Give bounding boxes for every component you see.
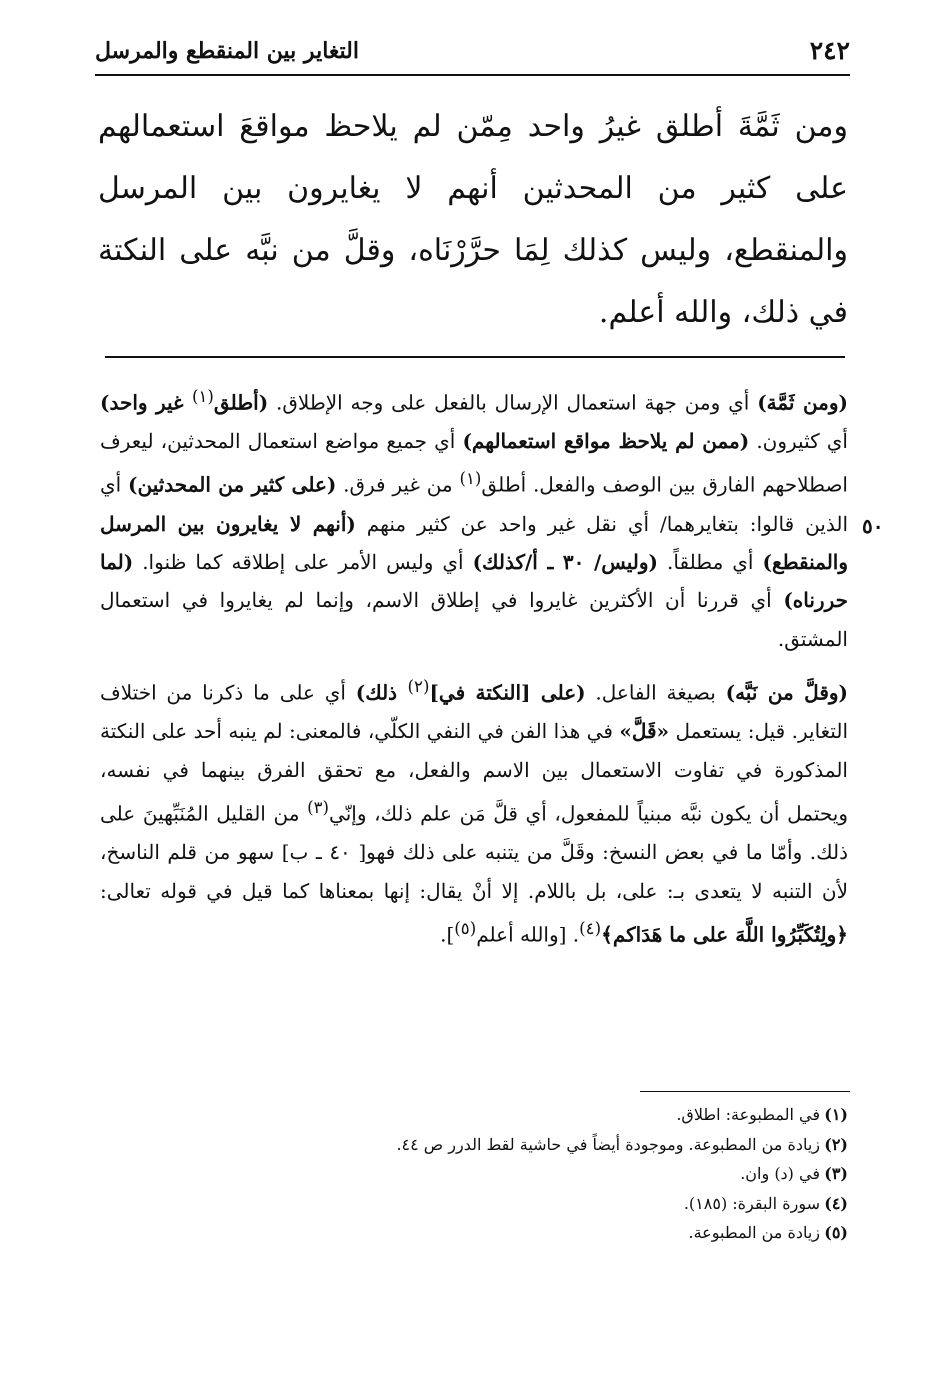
footnote-ref: (٥) <box>454 918 477 938</box>
footnote-marker: (٤) <box>824 1193 848 1213</box>
commentary-text: بصيغة الفاعل. <box>585 680 726 705</box>
page-header <box>95 34 850 78</box>
footnote-3 <box>280 1159 848 1189</box>
footnote-2 <box>280 1130 848 1160</box>
footnote-5 <box>280 1218 848 1248</box>
commentary-text: أي قررنا أن الأكثرين غايروا في إطلاق الاسم، وإنما لم يغايروا في استعمال المشتق. <box>100 588 848 651</box>
margin-page-reference: ٥٠ <box>862 514 884 538</box>
running-title: التغاير بين المنقطع والمرسل <box>95 38 359 64</box>
footnote-marker: (٣) <box>824 1164 848 1183</box>
lemma: (على [النكتة في] <box>429 680 586 705</box>
footnote-1 <box>280 1100 848 1130</box>
footnote-ref: (٤) <box>579 918 602 938</box>
footnotes <box>280 1100 848 1248</box>
commentary-text: أي وليس الأمر على إطلاقه كما ظنوا. <box>133 549 473 574</box>
footnote-text: سورة البقرة: (١٨٥). <box>683 1193 820 1213</box>
commentary-text: أي ومن جهة استعمال الإرسال بالفعل على وجه الإطلاق. <box>268 390 758 415</box>
section-divider <box>105 356 845 358</box>
footnote-text: زيادة من المطبوعة. وموجودة أيضاً في حاشية لقط الدرر ص ٤٤. <box>396 1134 820 1154</box>
lemma: (ممن لم يلاحظ مواقع استعمالهم) <box>462 429 750 454</box>
lemma: (أطلق <box>213 390 269 415</box>
footnote-ref: (١) <box>191 387 214 406</box>
main-text-paragraph: ومن ثَمَّةَ أطلق غيرُ واحد مِمّن لم يلاحظ مواقعَ استعمالهم على كثير من المحدثين أنهم لا يغايرون بين المرسل والمنقطع، وليس كذلك لِمَا حرَّرْنَاه، وقلَّ من نبَّه على النكتة في ذلك، والله أعلم. <box>98 109 848 330</box>
commentary-text: أي جميع مواضع استعمال المحدثين، ليعرف اصطلاحهم الفارق بين الوصف والفعل. أطلق <box>100 429 848 498</box>
footnote-ref: (١) <box>459 469 482 489</box>
commentary-text: في هذا الفن في النفي الكلّي، فالمعنى: لم ينبه أحد على النكتة المذكورة في تفاوت الاستعمال بين الاسم والفعل، مع تحقق الفرق بينهما في نفسه، ويحتمل أن يكون نبَّه مبنياً للمفعول، أي قلَّ مَن علم ذلك، وإنّي <box>100 719 848 826</box>
footnote-text: في المطبوعة: اطلاق. <box>676 1105 820 1124</box>
lemma: «قَلَّ» <box>619 719 670 744</box>
commentary-text: من القليل المُنَبِّهينَ على ذلك. وأمّا ما في بعض النسخ: وقَلَّ من يتنبه على ذلك فهو[ ٤٠ ـ ب] سهو من قلم الناسخ، لأن التنبه لا يتعدى بـ: على، بل باللام. إلا أنْ يقال: إنها بمعناها كما قيل في قوله تعالى: <box>100 801 848 903</box>
lemma: ذلك) <box>355 680 408 705</box>
footnote-text: في (د) وان. <box>740 1164 820 1183</box>
footnote-ref: (٢) <box>407 677 430 697</box>
footnote-rule <box>640 1091 850 1092</box>
footnote-marker: (١) <box>824 1105 848 1124</box>
commentary-text: ]. <box>440 922 455 947</box>
lemma: (أنهم لا يغايرون بين المرسل والمنقطع) <box>100 511 849 574</box>
commentary-text: أي مطلقاً. <box>658 549 763 574</box>
commentary-text: . [والله أعلم <box>476 922 580 947</box>
main-text <box>98 96 848 344</box>
lemma: غير واحد) <box>100 390 192 415</box>
footnote-ref: (٣) <box>307 798 330 818</box>
commentary-text: أي على ما ذكرنا من اختلاف التغاير. قيل: يستعمل <box>100 680 848 744</box>
footnote-4 <box>280 1189 848 1219</box>
footnote-marker: (٢) <box>824 1134 848 1154</box>
lemma: (لما حررناه) <box>100 549 848 613</box>
header-rule <box>95 74 850 76</box>
commentary-text: من غير فرق. <box>336 473 460 498</box>
commentary-paragraph-2 <box>100 668 848 954</box>
commentary-text: أي كثيرون. <box>749 429 848 454</box>
footnote-text: زيادة من المطبوعة. <box>688 1223 820 1242</box>
page-number: ٢٤٢ <box>809 36 850 65</box>
commentary-paragraph-1 <box>100 378 848 658</box>
commentary-text: أي الذين قالوا: بتغايرهما/ أي نقل غير واحد عن كثير منهم <box>100 473 849 536</box>
commentary <box>100 378 848 954</box>
footnote-marker: (٥) <box>824 1223 848 1242</box>
lemma: (على كثير من المحدثين) <box>128 473 337 498</box>
lemma: (ومن ثَمَّة) <box>757 390 849 415</box>
quranic-quote: ﴿ولِتُكَبِّرُوا اللَّهَ على ما هَدَاكم﴾ <box>601 922 848 947</box>
lemma: (وقلَّ من نَبَّه) <box>725 680 848 705</box>
lemma: (وليس/ ٣٠ ـ أ/كذلك) <box>472 549 659 574</box>
